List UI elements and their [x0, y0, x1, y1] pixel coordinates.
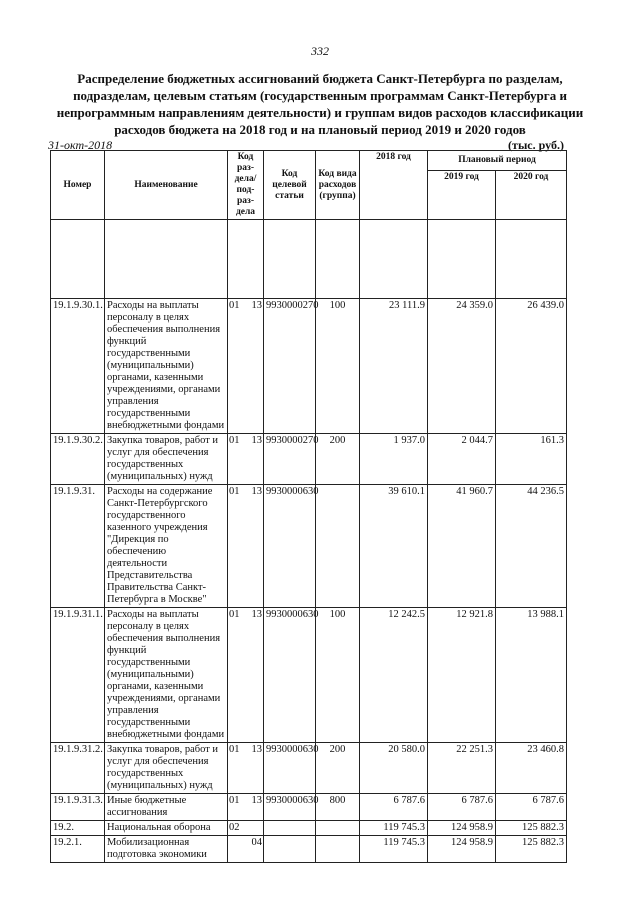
row-target-code: 9930000630: [264, 794, 316, 821]
header-target: Код целевой статьи: [264, 151, 316, 220]
row-2018-value: 1 937.0: [360, 434, 428, 485]
units-label: (тыс. руб.): [508, 138, 564, 152]
section-code: 02: [229, 822, 240, 833]
row-name: Национальная оборона: [105, 821, 228, 836]
row-name: Мобилизационная подготовка экономики: [105, 836, 228, 863]
budget-table: [50, 150, 567, 863]
row-name: Закупка товаров, работ и услуг для обеспечения государственных (муниципальных) нужд: [105, 743, 228, 794]
row-2020-value: 125 882.3: [496, 821, 567, 836]
row-2019-value: 41 960.7: [428, 485, 496, 608]
row-target-code: 9930000630: [264, 485, 316, 608]
subsection-code: 13: [251, 744, 262, 755]
row-2018-value: 12 242.5: [360, 608, 428, 743]
table-row: [51, 794, 567, 821]
row-2018-value: 23 111.9: [360, 299, 428, 434]
row-2018-value: 119 745.3: [360, 821, 428, 836]
row-section-code: [228, 608, 264, 743]
row-2018-value: 39 610.1: [360, 485, 428, 608]
row-target-code: [264, 821, 316, 836]
row-number: 19.2.1.: [51, 836, 105, 863]
row-name: Расходы на выплаты персоналу в целях обеспечения выполнения функций государственными (муниципальными) органами, казенными учреждениями, органами управления государственными внебюджетными фондами: [105, 299, 228, 434]
row-2020-value: 13 988.1: [496, 608, 567, 743]
row-target-code: 9930000270: [264, 434, 316, 485]
row-2018-value: 119 745.3: [360, 836, 428, 863]
row-target-code: 9930000630: [264, 743, 316, 794]
table-row: [51, 821, 567, 836]
section-code: 01: [229, 486, 240, 497]
document-title: Распределение бюджетных ассигнований бюджета Санкт-Петербурга по разделам, подразделам, целевым статьям (государственным программам Санкт-Петербурга и непрограммным направлениям деятельности) и группам видов расходов классификации расходов бюджета на 2018 год и на плановый период 2019 и 2020 годов: [56, 71, 584, 137]
header-number: Номер: [51, 151, 105, 220]
row-number: 19.1.9.31.1.: [51, 608, 105, 743]
section-code: 01: [229, 435, 240, 446]
row-target-code: 9930000270: [264, 299, 316, 434]
subsection-code: 13: [251, 486, 262, 497]
row-expense-code: [316, 485, 360, 608]
row-2019-value: 12 921.8: [428, 608, 496, 743]
row-expense-code: [316, 821, 360, 836]
section-code: 01: [229, 609, 240, 620]
row-expense-code: 800: [316, 794, 360, 821]
row-number: 19.1.9.30.1.: [51, 299, 105, 434]
row-name: Расходы на содержание Санкт-Петербургского государственного казенного учреждения "Дирекция по обеспечению деятельности Представительства Правительства Санкт-Петербурга в Москве": [105, 485, 228, 608]
document-date: 31-окт-2018: [48, 138, 113, 152]
row-expense-code: 100: [316, 608, 360, 743]
header-2019: 2019 год: [428, 171, 496, 220]
header-section: Код раз-дела/ под-раз-дела: [228, 151, 264, 220]
table-row: [51, 608, 567, 743]
header-plan-period: Плановый период: [428, 151, 567, 171]
table-row: [51, 743, 567, 794]
row-number: 19.1.9.31.3.: [51, 794, 105, 821]
subsection-code: 13: [251, 435, 262, 446]
row-2018-value: 6 787.6: [360, 794, 428, 821]
table-row: [51, 434, 567, 485]
row-2020-value: 26 439.0: [496, 299, 567, 434]
row-section-code: [228, 743, 264, 794]
section-code: 01: [229, 744, 240, 755]
row-number: 19.1.9.30.2.: [51, 434, 105, 485]
row-section-code: [228, 299, 264, 434]
row-section-code: [228, 794, 264, 821]
row-target-code: [264, 836, 316, 863]
row-2019-value: 22 251.3: [428, 743, 496, 794]
header-name: Наименование: [105, 151, 228, 220]
subsection-code: 13: [251, 795, 262, 806]
row-2018-value: 20 580.0: [360, 743, 428, 794]
header-expense: Код вида расходов (группа): [316, 151, 360, 220]
row-expense-code: 100: [316, 299, 360, 434]
row-name: Иные бюджетные ассигнования: [105, 794, 228, 821]
row-section-code: [228, 485, 264, 608]
row-number: 19.2.: [51, 821, 105, 836]
row-expense-code: [316, 836, 360, 863]
table-row: [51, 299, 567, 434]
row-2019-value: 124 958.9: [428, 836, 496, 863]
subsection-code: 13: [251, 300, 262, 311]
row-expense-code: 200: [316, 434, 360, 485]
section-code: 01: [229, 795, 240, 806]
header-2018: 2018 год: [360, 151, 428, 220]
row-section-code: [228, 836, 264, 863]
row-2019-value: 124 958.9: [428, 821, 496, 836]
row-section-code: [228, 821, 264, 836]
section-code: 01: [229, 300, 240, 311]
row-2020-value: 44 236.5: [496, 485, 567, 608]
header-spacer-row: [51, 220, 567, 299]
row-2020-value: 6 787.6: [496, 794, 567, 821]
row-section-code: [228, 434, 264, 485]
row-target-code: 9930000630: [264, 608, 316, 743]
row-2019-value: 24 359.0: [428, 299, 496, 434]
subsection-code: 04: [251, 837, 262, 848]
subsection-code: 13: [251, 609, 262, 620]
row-number: 19.1.9.31.2.: [51, 743, 105, 794]
row-2019-value: 6 787.6: [428, 794, 496, 821]
row-expense-code: 200: [316, 743, 360, 794]
row-2020-value: 23 460.8: [496, 743, 567, 794]
row-2019-value: 2 044.7: [428, 434, 496, 485]
table-row: [51, 836, 567, 863]
row-2020-value: 125 882.3: [496, 836, 567, 863]
table-row: [51, 485, 567, 608]
page-number: 332: [311, 44, 329, 58]
row-name: Расходы на выплаты персоналу в целях обеспечения выполнения функций государственными (муниципальными) органами, казенными учреждениями, органами управления государственными внебюджетными фондами: [105, 608, 228, 743]
row-2020-value: 161.3: [496, 434, 567, 485]
row-number: 19.1.9.31.: [51, 485, 105, 608]
row-name: Закупка товаров, работ и услуг для обеспечения государственных (муниципальных) нужд: [105, 434, 228, 485]
header-2020: 2020 год: [496, 171, 567, 220]
